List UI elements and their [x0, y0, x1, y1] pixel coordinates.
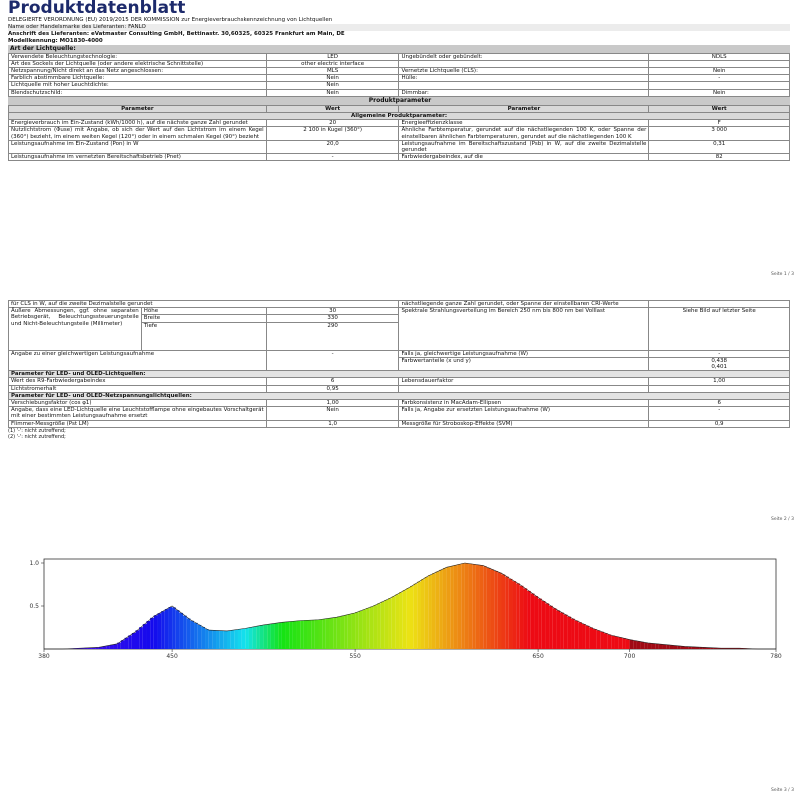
spectrum-bar — [388, 598, 392, 649]
color-cons-label: Farbkonsistenz in MacAdam-Ellipsen — [399, 400, 649, 407]
spectrum-bar — [542, 601, 546, 649]
spectrum-bar — [205, 629, 209, 649]
spectrum-bar — [564, 615, 568, 649]
spectrum-bar — [311, 620, 315, 649]
param-label: Nutzlichtstrom (Φuse) mit Angabe, ob sich der Wert auf den Lichtstrom im einem Kegel (360°) bezieht, im einem weiten Kegel (120°) oder in einem schmalen Kegel (90°) bezieht — [9, 127, 267, 140]
type-row — [9, 82, 790, 89]
spectrum-bar — [443, 568, 447, 649]
spectrum-bar — [150, 618, 154, 649]
spectrum-bar — [685, 647, 689, 649]
r9-label: Wert des R9-Farbwiedergabeindex — [9, 378, 267, 385]
section-product-params: Produktparameter — [8, 97, 790, 105]
equiv-label: Angabe zu einer gleichwertigen Leistungsaufnahme — [9, 350, 267, 371]
spectrum-bar — [212, 630, 216, 649]
spectrum-bar — [659, 644, 663, 649]
type-label: Verwendete Beleuchtungstechnologie: — [9, 53, 267, 60]
spectrum-bar — [322, 619, 326, 649]
spectrum-bar — [395, 594, 399, 649]
x-tick-label: 550 — [349, 653, 361, 660]
spectrum-bar — [586, 626, 590, 649]
spectrum-bar — [582, 624, 586, 649]
spectrum-bar — [450, 566, 454, 649]
spectrum-bar — [304, 620, 308, 649]
spectrum-bar — [604, 633, 608, 649]
spectrum-bar — [483, 566, 487, 649]
x-tick-label: 780 — [770, 653, 782, 660]
header-parameter: Parameter — [9, 105, 267, 112]
spectrum-bar — [545, 603, 549, 649]
spectrum-bar — [308, 620, 312, 649]
param-value-2: 3 000 — [649, 127, 790, 140]
x-tick-label: 450 — [166, 653, 178, 660]
spectrum-bar — [447, 567, 451, 649]
regulation-text: DELEGIERTE VERORDNUNG (EU) 2019/2015 DER KOMMISSION zur Energieverbrauchskennzeichnung von Lichtquellen — [8, 17, 333, 23]
spectrum-bar — [326, 618, 330, 649]
spectrum-bar — [494, 571, 498, 649]
supplier-name: Name oder Handelsmarke des Lieferanten: FANLO — [8, 24, 790, 31]
spectrum-bar — [337, 617, 341, 649]
spectrum-bar — [523, 588, 527, 649]
flicker-value: 1,0 — [266, 420, 399, 427]
r9-value: 6 — [266, 378, 399, 385]
spectrum-bar — [648, 643, 652, 649]
type-label-2 — [399, 82, 649, 89]
spectrum-bar — [194, 623, 198, 649]
param-value: 20,0 — [266, 140, 399, 153]
strobo-label: Messgröße für Stroboskop-Effekte (SVM) — [399, 420, 649, 427]
spectrum-bar — [220, 631, 224, 649]
spectrum-bar — [187, 618, 191, 649]
spectrum-bar — [132, 633, 136, 649]
dim-width-value: 330 — [266, 315, 399, 322]
type-label-2: Dimmbar: — [399, 89, 649, 96]
param-value: - — [266, 154, 399, 161]
type-value-2: - — [649, 75, 790, 82]
spectrum-bar — [498, 573, 502, 649]
spectrum-bar — [319, 620, 323, 649]
spectrum-bar — [549, 606, 553, 649]
spectrum-bar — [432, 573, 436, 649]
spectrum-bar — [253, 627, 257, 649]
type-value-2: Nein — [649, 67, 790, 74]
type-label: Lichtquelle mit hoher Leuchtdichte: — [9, 82, 267, 89]
spectrum-bar — [633, 641, 637, 649]
continued-params-table — [8, 300, 790, 428]
chroma-x: 0,438 — [711, 357, 728, 364]
spectrum-bar — [278, 623, 282, 649]
type-label: Blendschutzschild: — [9, 89, 267, 96]
spectrum-bar — [608, 635, 612, 649]
dim-depth-value: 290 — [266, 322, 399, 350]
spectrum-bar — [512, 581, 516, 649]
replace-value: Nein — [266, 407, 399, 420]
spectrum-bar — [348, 614, 352, 649]
spectrum-bar — [242, 629, 246, 649]
spectrum-bar — [110, 645, 114, 649]
spectrum-bar — [399, 592, 403, 649]
spectrum-bar — [190, 621, 194, 649]
datasheet-page-2 — [8, 300, 790, 440]
header-value: Wert — [266, 105, 399, 112]
type-value-2 — [649, 82, 790, 89]
section-mains-params: Parameter für LED- und OLED-Netzspannungslichtquellen: — [9, 392, 790, 399]
type-label: Netzspannung/Nicht direkt an das Netz angeschlossen: — [9, 67, 267, 74]
type-row — [9, 67, 790, 74]
spectrum-bar — [264, 625, 268, 649]
spectrum-bar — [245, 628, 249, 649]
param-value-2: 0,31 — [649, 140, 790, 153]
type-table — [8, 53, 790, 97]
type-label-2: Vernetzte Lichtquelle (CLS): — [399, 67, 649, 74]
spectrum-bar — [644, 643, 648, 649]
spectrum-bar — [677, 646, 681, 649]
spectrum-bar — [611, 636, 615, 649]
spectrum-bar — [114, 644, 118, 649]
spectrum-bar — [527, 591, 531, 649]
y-tick-label: 0.5 — [29, 603, 39, 610]
disp-value: 1,00 — [266, 400, 399, 407]
spectrum-bar — [377, 603, 381, 649]
spectrum-bar — [161, 611, 165, 649]
spectrum-bar — [209, 630, 213, 649]
spectrum-bar — [300, 621, 304, 649]
spectrum-bar — [425, 577, 429, 649]
param-row — [9, 140, 790, 153]
spectrum-bar — [260, 625, 264, 649]
flicker-label: Flimmer-Messgröße (Pst LM) — [9, 420, 267, 427]
spectrum-bar — [567, 617, 571, 649]
spectrum-bar — [476, 565, 480, 649]
spectrum-bar — [223, 631, 227, 649]
spectrum-bar — [516, 583, 520, 649]
spectrum-bar — [176, 610, 180, 649]
spectrum-bar — [381, 602, 385, 649]
spectrum-bar — [333, 617, 337, 649]
spectrum-bar — [340, 616, 344, 649]
type-value-2: NDLS — [649, 53, 790, 60]
spectrum-bar — [589, 628, 593, 650]
spectrum-bar — [615, 637, 619, 649]
spectrum-bar — [655, 644, 659, 649]
spectrum-bar — [428, 575, 432, 649]
spectrum-bar — [461, 563, 465, 649]
param-label-2: Energieeffizienzklasse — [399, 120, 649, 127]
header-value-2: Wert — [649, 105, 790, 112]
spectrum-bar — [436, 572, 440, 649]
spectrum-bar — [359, 611, 363, 649]
spectrum-bar — [136, 630, 140, 649]
chroma-label: Farbwertanteile (x und y) — [399, 357, 649, 370]
type-row — [9, 75, 790, 82]
equiv2-label: Falls ja, gleichwertige Leistungsaufnahme (W) — [399, 350, 649, 357]
type-value-2 — [649, 60, 790, 67]
param-row — [9, 154, 790, 161]
replace2-value: - — [649, 407, 790, 420]
spectrum-bar — [578, 622, 582, 649]
spectrum-bar — [384, 600, 388, 649]
spectrum-bar — [179, 613, 183, 649]
spectrum-bar — [234, 630, 238, 649]
param-row — [9, 127, 790, 140]
spectrum-bar — [282, 622, 286, 649]
spectrum-bar — [355, 612, 359, 649]
dim-height-value: 30 — [266, 308, 399, 315]
spectrum-bar — [267, 624, 271, 649]
replace-label: Angabe, dass eine LED-Lichtquelle eine Leuchtstofflampe ohne eingebautes Vorschaltgerät mit einer bestimmten Leistungsaufnahme ersetzt — [9, 407, 267, 420]
spectrum-bar — [472, 564, 476, 649]
dim-height-label: Höhe — [141, 308, 266, 315]
param-value-2: F — [649, 120, 790, 127]
spectrum-bar — [421, 579, 425, 649]
type-row — [9, 60, 790, 67]
spectral-distribution-chart — [14, 553, 784, 663]
spectrum-bar — [663, 645, 667, 649]
chroma-y: 0,401 — [711, 364, 728, 371]
type-value: Nein — [266, 75, 399, 82]
dim-depth-label: Tiefe — [141, 322, 266, 350]
spectrum-bar — [626, 639, 630, 649]
general-params-table — [8, 105, 790, 162]
type-label-2: Ungebündelt oder gebündelt: — [399, 53, 649, 60]
spectrum-bar — [351, 613, 355, 649]
spectrum-bar — [143, 624, 147, 649]
spectrum-bar — [465, 563, 469, 649]
spectrum-bar — [469, 564, 473, 649]
spectrum-bar — [227, 631, 231, 649]
x-tick-label: 380 — [38, 653, 50, 660]
spectrum-bar — [201, 627, 205, 649]
strobo-value: 0,9 — [649, 420, 790, 427]
spectrum-bar — [271, 624, 275, 649]
life-label: Lebensdauerfaktor — [399, 378, 649, 385]
param-value: 20 — [266, 120, 399, 127]
chroma-values — [649, 357, 790, 370]
spectral-label: Spektrale Strahlungsverteilung im Bereich 250 nm bis 800 nm bei Volllast — [399, 308, 649, 350]
spectrum-bar — [286, 622, 290, 649]
spectrum-bar — [575, 621, 579, 649]
spectrum-bar — [249, 627, 253, 649]
dim-width-label: Breite — [141, 315, 266, 322]
spectrum-bar — [297, 621, 301, 649]
spectrum-bar — [344, 615, 348, 649]
spectrum-bar — [531, 594, 535, 649]
spectrum-bar — [157, 613, 161, 649]
spectrum-bar — [146, 621, 150, 649]
spectrum-bar — [538, 599, 542, 649]
datasheet-page-1 — [8, 0, 790, 161]
section-led-params: Parameter für LED- und OLED-Lichtquellen: — [9, 371, 790, 378]
spectrum-bar — [414, 584, 418, 649]
footnote-2: (2) '-': nicht zutreffend; — [8, 433, 66, 440]
type-label: Art des Sockels der Lichtquelle (oder andere elektrische Schnittstelle) — [9, 60, 267, 67]
spectrum-bar — [231, 630, 235, 649]
type-label-2 — [399, 60, 649, 67]
cont-right: nächstliegende ganze Zahl gerundet, oder Spanne der einstellbaren CRI-Werte — [399, 301, 649, 308]
spectrum-bar — [637, 641, 641, 649]
type-value: Nein — [266, 82, 399, 89]
page-number-2: Seite 2 / 3 — [771, 517, 794, 522]
spectrum-bar — [410, 586, 414, 649]
spectrum-bar — [652, 643, 656, 649]
spectrum-bar — [509, 579, 513, 649]
x-tick-label: 650 — [532, 653, 544, 660]
spectrum-bar — [238, 629, 242, 649]
spectrum-bar — [670, 645, 674, 649]
color-cons-value: 6 — [649, 400, 790, 407]
spectrum-bar — [571, 619, 575, 649]
spectrum-bar — [370, 607, 374, 649]
spectrum-bar — [373, 605, 377, 649]
spectrum-bar — [417, 581, 421, 649]
type-value: Nein — [266, 89, 399, 96]
spectrum-bar — [520, 586, 524, 649]
spectrum-bar — [183, 616, 187, 649]
spectrum-bar — [275, 623, 279, 649]
spectrum-bar — [458, 564, 462, 649]
spectrum-bar — [198, 625, 202, 649]
param-label: Energieverbrauch im Ein-Zustand (kWh/1000 h), auf die nächste ganze Zahl gerundet — [9, 120, 267, 127]
disp-label: Verschiebungsfaktor (cos φ1) — [9, 400, 267, 407]
spectrum-bar — [454, 565, 458, 649]
spectrum-bar — [619, 637, 623, 649]
param-value: 2 100 in Kugel (360°) — [266, 127, 399, 140]
spectrum-bar — [641, 642, 645, 649]
spectrum-bar — [597, 630, 601, 649]
spectrum-bar — [487, 568, 491, 649]
type-label: Farblich abstimmbare Lichtquelle: — [9, 75, 267, 82]
param-label-2: Ähnliche Farbtemperatur, gerundet auf die nächstliegenden 100 K, oder Spanne der einstellbaren ähnlichen Farbtemperaturen, gerundet auf die nächstliegenden 100 K — [399, 127, 649, 140]
cont-left: für CLS in W, auf die zweite Dezimalstelle gerundet — [9, 301, 399, 308]
model-id: Modellkennung: MO1830-4000 — [8, 37, 103, 44]
footnote-1: (1) '-': nicht zutreffend; — [8, 427, 66, 434]
spectrum-bar — [168, 607, 172, 649]
spectrum-bar — [125, 638, 129, 649]
spectrum-bar — [560, 613, 564, 649]
spectral-value: Siehe Bild auf letzter Seite — [649, 308, 790, 350]
spectrum-bar — [439, 570, 443, 649]
replace2-label: Falls ja, Angabe zur ersetzten Leistungsaufnahme (W) — [399, 407, 649, 420]
spectrum-bar — [256, 626, 260, 649]
spectrum-bar — [622, 638, 626, 649]
spectrum-bar — [630, 640, 634, 649]
spectrum-bar — [216, 631, 220, 649]
spectrum-bar — [362, 609, 366, 649]
page-number-3: Seite 3 / 3 — [771, 788, 794, 793]
type-label-2: Hülle: — [399, 75, 649, 82]
spectrum-bar — [505, 577, 509, 649]
spectrum-bar — [534, 596, 538, 649]
life-value: 1,00 — [649, 378, 790, 385]
param-label: Leistungsaufnahme im vernetzten Bereitschaftsbetrieb (Pnet) — [9, 154, 267, 161]
maint-value: 0,95 — [266, 385, 399, 392]
equiv2-value: - — [649, 350, 790, 357]
section-general-params: Allgemeine Produktparameter: — [9, 112, 790, 119]
spectrum-bar — [392, 596, 396, 649]
spectrum-bar — [165, 609, 169, 649]
spectrum-bar — [406, 588, 410, 649]
spectrum-bar — [366, 608, 370, 649]
spectrum-bar — [674, 646, 678, 649]
spectrum-bar — [154, 615, 158, 649]
param-label-2: Leistungsaufnahme im Bereitschaftszustand (Psb) in W, auf die zweite Dezimalstelle gerundet — [399, 140, 649, 153]
type-value: other electric interface — [266, 60, 399, 67]
type-row — [9, 53, 790, 60]
section-light-source-type: Art der Lichtquelle: — [8, 45, 790, 53]
spectrum-bar — [666, 645, 670, 649]
spectrum-bar — [502, 574, 506, 649]
spectrum-bar — [315, 620, 319, 649]
supplier-address: Anschrift des Lieferanten: eVatmaster Consulting GmbH, Bettinastr. 30,60325, 60325 Frankfurt am Main, DE — [8, 30, 345, 37]
spectrum-bar — [329, 618, 333, 649]
spectrum-bar — [128, 635, 132, 649]
spectrum-bar — [293, 621, 297, 649]
spectrum-bar — [491, 569, 495, 649]
spectrum-bar — [139, 627, 143, 649]
spectrum-bar — [553, 608, 557, 649]
maint-label: Lichtstromerhalt — [9, 385, 267, 392]
param-row — [9, 120, 790, 127]
type-value: MLS — [266, 67, 399, 74]
type-row — [9, 89, 790, 96]
param-label-2: Farbwiedergabeindex, auf die — [399, 154, 649, 161]
dims-label: Äußere Abmessungen, ggf. ohne separaten Betriebsgerät, Beleuchtungssteuerungsteile und Nicht-Beleuchtungsteile (Millimeter) — [9, 308, 142, 350]
spectrum-bar — [172, 607, 176, 649]
header-parameter-2: Parameter — [399, 105, 649, 112]
spectrum-bar — [289, 621, 293, 649]
spectrum-bar — [403, 590, 407, 649]
page-title: Produktdatenblatt — [8, 0, 186, 18]
spectrum-bar — [480, 565, 484, 649]
y-tick-label: 1.0 — [29, 560, 39, 567]
spectrum-bar — [593, 629, 597, 649]
x-tick-label: 700 — [623, 653, 636, 660]
param-label: Leistungsaufnahme im Ein-Zustand (Pon) in W — [9, 140, 267, 153]
type-value: LED — [266, 53, 399, 60]
page-number-1: Seite 1 / 3 — [771, 272, 794, 277]
spectrum-bar — [600, 632, 604, 649]
equiv-value: - — [266, 350, 399, 371]
type-value-2: Nein — [649, 89, 790, 96]
spectrum-bar — [556, 610, 560, 649]
spectrum-bar — [121, 640, 125, 649]
param-value-2: 82 — [649, 154, 790, 161]
